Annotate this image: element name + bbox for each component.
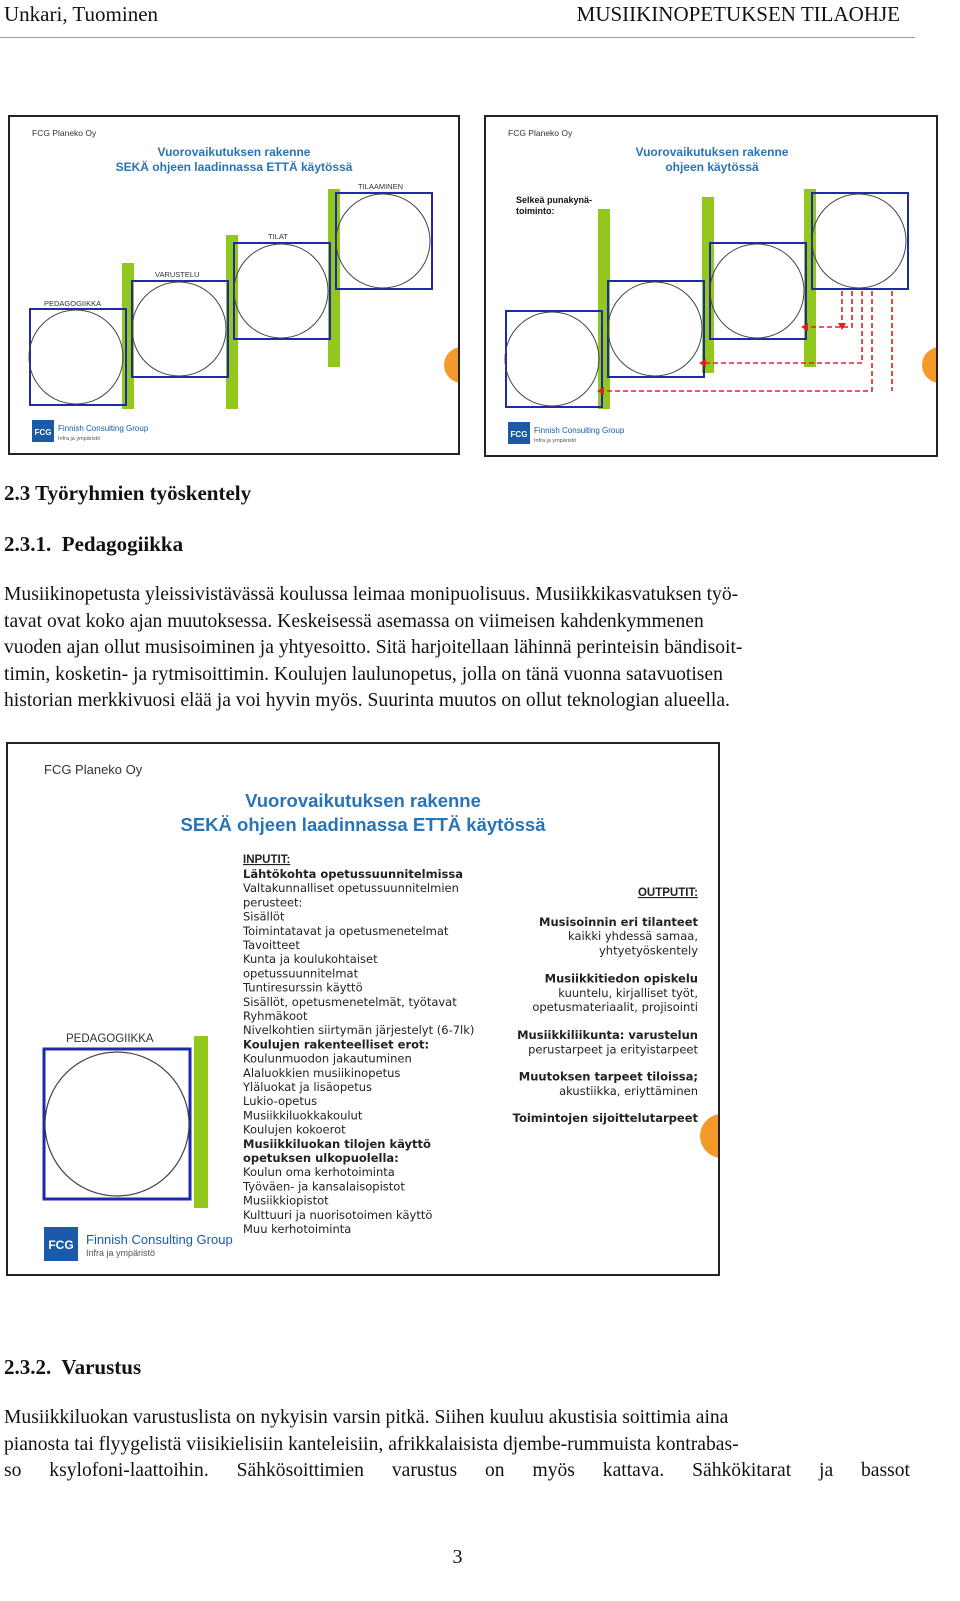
- section-heading-2-3-1: 2.3.1. Pedagogiikka: [4, 532, 184, 556]
- running-header-title: MUSIIKINOPETUKSEN TILAOHJE: [576, 2, 900, 26]
- slide3-title-line1: Vuorovaikutuksen rakenne: [245, 790, 481, 811]
- input-item: Lukio-opetus: [243, 1094, 318, 1109]
- input-item: Musiikkiluokkakoulut: [243, 1108, 363, 1123]
- input-item: Muu kerhotoiminta: [243, 1222, 352, 1236]
- paragraph-equipment: [4, 1405, 910, 1485]
- output-item: Musisoinnin eri tilanteet: [539, 915, 698, 929]
- inputs-heading: INPUTIT:: [243, 854, 291, 866]
- input-item: Koulujen rakenteelliset erot:: [243, 1037, 430, 1052]
- slide1-title-line2: SEKÄ ohjeen laadinnassa ETTÄ käytössä: [115, 160, 353, 174]
- slide-pedagogy-inputs-outputs: [6, 742, 720, 1276]
- pedagogy-circle: [29, 310, 123, 404]
- input-item: opetuksen ulkopuolella:: [243, 1151, 399, 1165]
- circle-3: [710, 244, 804, 338]
- page-number: 3: [452, 1546, 463, 1568]
- section-heading-2-3: 2.3 Työryhmien työskentely: [4, 481, 252, 505]
- label-pedagogiikka: PEDAGOGIIKKA: [44, 299, 102, 308]
- output-item: yhtyetyöskentely: [598, 943, 698, 958]
- input-item: Kulttuuri ja nuorisotoimen käyttö: [243, 1207, 433, 1222]
- equipment-circle: [132, 282, 226, 376]
- inputs-list: [242, 867, 474, 1236]
- circle-1: [505, 312, 599, 406]
- input-item: Koulun oma kerhotoiminta: [243, 1165, 395, 1180]
- slide-interaction-structure-both: [8, 115, 460, 455]
- slide2-title-line2: ohjeen käytössä: [665, 160, 759, 174]
- paragraph-line: tavat ovat koko ajan muutoksessa. Keskeisessä asemassa on viimeisen kahdenkymmenen: [4, 610, 704, 632]
- circle-2: [608, 282, 702, 376]
- orange-decoration: [700, 1114, 718, 1158]
- label-tilat: TILAT: [268, 232, 288, 241]
- output-item: Musiikkitiedon opiskelu: [544, 971, 698, 986]
- input-item: Alaluokkien musiikinopetus: [243, 1065, 401, 1080]
- green-bar: [194, 1036, 208, 1208]
- input-item: Nivelkohtien siirtymän järjestelyt (6-7lk): [243, 1023, 475, 1038]
- footer-company-sub: Infra ja ympäristö: [86, 1248, 156, 1258]
- pedagogy-box: [44, 1049, 190, 1199]
- footer-company-name: Finnish Consulting Group: [86, 1232, 233, 1247]
- input-item: Yläluokat ja lisäopetus: [243, 1080, 372, 1094]
- input-item: Kunta ja koulukohtaiset: [243, 952, 378, 967]
- input-item: Koulunmuodon jakautuminen: [243, 1051, 412, 1066]
- output-item: akustiikka, eriyttäminen: [559, 1083, 698, 1098]
- running-header-author: Unkari, Tuominen: [4, 2, 159, 26]
- slide-interaction-structure-usage: [484, 115, 938, 457]
- input-item: perusteet:: [243, 895, 303, 910]
- output-item: perustarpeet ja erityistarpeet: [528, 1042, 698, 1057]
- pedagogy-circle: [45, 1052, 189, 1196]
- box-1: [506, 311, 602, 407]
- outputs-heading: OUTPUTIT:: [637, 887, 698, 899]
- output-item: opetusmateriaalit, projisointi: [532, 1000, 698, 1014]
- outputs-list: [513, 915, 699, 1125]
- paragraph-line: Musiikinopetusta yleissivistävässä koulussa leimaa monipuolisuus. Musiikkikasvatuksen työ-: [4, 584, 739, 605]
- input-item: Ryhmäkoot: [243, 1009, 308, 1023]
- fcg-logo-text: FCG: [34, 428, 52, 437]
- paragraph-line: timin, kosketin- ja rytmisoittimin. Koulujen laulunopetus, jolla on tänä vuonna satavuotisen: [4, 663, 723, 685]
- pedagogy-box: [30, 309, 126, 405]
- input-item: opetussuunnitelmat: [243, 966, 359, 981]
- ordering-circle: [336, 194, 430, 288]
- paragraph-line: pianosta tai flyygelistä viisikielisiin kanteleisiin, afrikkalaisista djembe-rummuista kontrabas-: [4, 1433, 739, 1455]
- slide2-title-line1: Vuorovaikutuksen rakenne: [635, 145, 789, 159]
- note-line1: Selkeä punakynä-: [516, 195, 593, 205]
- paragraph-line: Musiikkiluokan varustuslista on nykyisin varsin pitkä. Siihen kuuluu akustisia soittimia aina: [4, 1407, 729, 1428]
- input-item: Tavoitteet: [243, 938, 300, 952]
- paragraph-line: vuoden ajan ollut musisoiminen ja yhtyesoitto. Sitä harjoitellaan lähinnä perinteisin bändisoit-: [4, 637, 743, 658]
- input-item: Työväen- ja kansalaisopistot: [243, 1179, 405, 1194]
- paragraph-line: so ksylofoni-laattoihin. Sähkösoittimien varustus on myös kattava. Sähkökitarat ja bassot: [4, 1460, 910, 1481]
- input-item: Lähtökohta opetussuunnitelmissa: [243, 867, 463, 881]
- footer-company-sub: Infra ja ympäristö: [534, 438, 577, 444]
- input-item: Koulujen kokoerot: [243, 1122, 346, 1137]
- pedagogy-label: PEDAGOGIIKKA: [66, 1033, 154, 1045]
- note-line2: toiminto:: [516, 206, 555, 216]
- output-item: kaikki yhdessä samaa,: [567, 929, 698, 944]
- input-item: Toimintatavat ja opetusmenetelmat: [243, 923, 449, 938]
- input-item: Tuntiresurssin käyttö: [243, 980, 363, 995]
- spaces-circle: [234, 244, 328, 338]
- orange-decoration: [444, 347, 458, 383]
- label-varustelu: VARUSTELU: [155, 270, 200, 279]
- paragraph-line: historian merkkivuosi elää ja voi hyvin myös. Suurinta muutos on ollut teknologian alueella.: [4, 690, 730, 711]
- slide2-company: FCG Planeko Oy: [508, 128, 573, 138]
- input-item: Valtakunnalliset opetussuunnitelmien: [243, 881, 459, 896]
- paragraph-pedagogy: [4, 582, 910, 715]
- label-tilaaminen: TILAAMINEN: [358, 182, 404, 191]
- footer-company-name: Finnish Consulting Group: [534, 426, 625, 435]
- slide3-company: FCG Planeko Oy: [44, 762, 143, 777]
- fcg-logo-text: FCG: [510, 430, 528, 439]
- section-heading-2-3-2: 2.3.2. Varustus: [4, 1355, 142, 1379]
- input-item: Musiikkiluokan tilojen käyttö: [243, 1136, 431, 1151]
- input-item: Sisällöt: [243, 909, 285, 924]
- output-item: Toimintojen sijoittelutarpeet: [512, 1111, 698, 1125]
- footer-company-sub: Infra ja ympäristö: [58, 436, 101, 442]
- fcg-logo-text: FCG: [48, 1238, 74, 1252]
- slide1-title-line1: Vuorovaikutuksen rakenne: [157, 145, 311, 159]
- slide3-title-line2: SEKÄ ohjeen laadinnassa ETTÄ käytössä: [180, 814, 546, 835]
- footer-company-name: Finnish Consulting Group: [58, 424, 149, 433]
- input-item: Musiikkiopistot: [243, 1193, 329, 1208]
- output-item: Muutoksen tarpeet tiloissa;: [518, 1069, 698, 1084]
- slide1-company: FCG Planeko Oy: [32, 128, 97, 138]
- input-item: Sisällöt, opetusmenetelmät, työtavat: [243, 994, 457, 1009]
- header-rule: [0, 37, 915, 38]
- output-item: kuuntelu, kirjalliset työt,: [558, 985, 698, 1000]
- circle-4: [812, 194, 906, 288]
- orange-decoration: [922, 347, 936, 383]
- output-item: Musiikkiliikunta: varustelun: [517, 1028, 698, 1043]
